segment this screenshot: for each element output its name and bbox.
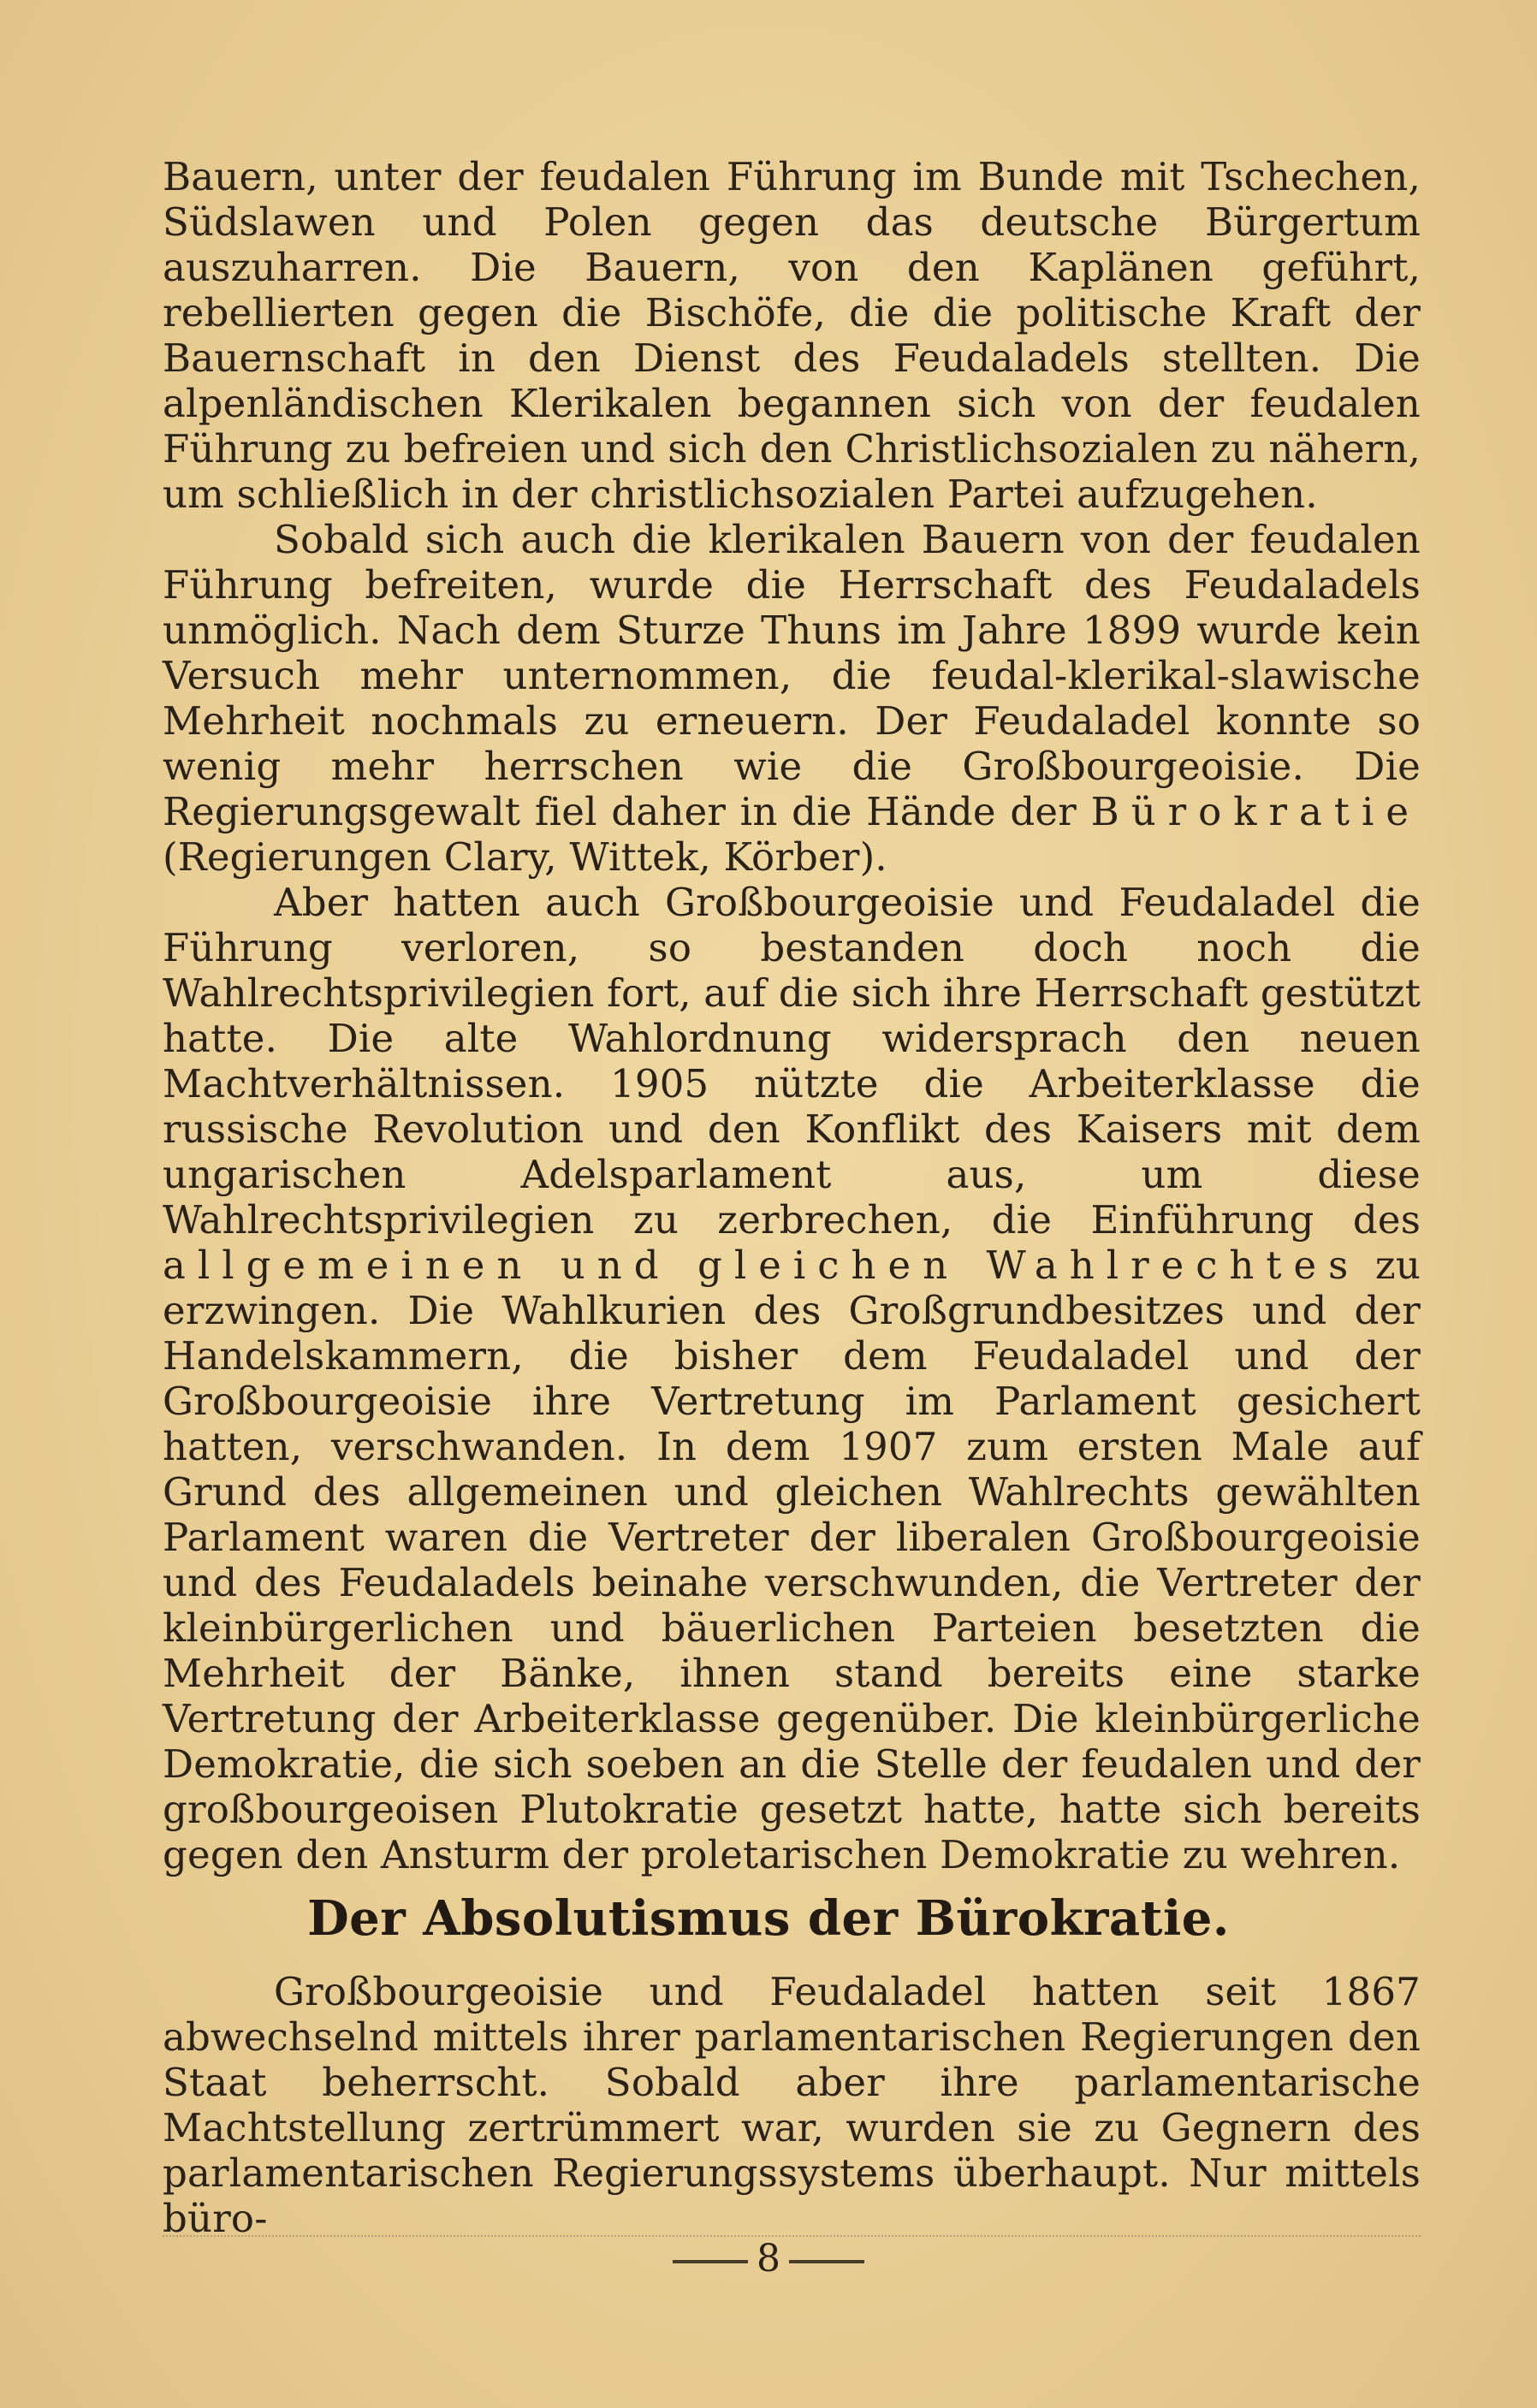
upper-text-block — [163, 154, 1421, 1877]
section-heading: Der Absolutismus der Bürokratie. — [307, 1890, 1230, 1947]
emphasis-buerokratie: Bürokratie — [1090, 789, 1421, 834]
paragraph-absolutism: Großbourgeoisie und Feudaladel hatten seit 1867 abwechselnd mittels ihrer parlamentarischen Regierungen den Staat beherrscht. Sobald aber ihre parlamentarische Machtstellung zertrümmert war, wurden sie zu Gegnern des parlamentarischen Regierungssystems überhaupt. Nur mittels büro- — [163, 1969, 1421, 2241]
paragraph-suffrage-text: Aber hatten auch Großbourgeoisie und Feudaladel die Führung verloren, so bestanden doch noch die Wahlrechtsprivilegien fort, auf die sich ihre Herrschaft gestützt hatte. Die alte Wahlordnung widersprach den neuen Machtverhältnissen. 1905 nützte die Arbeiterklasse die russische Revolution und den Konflikt des Kaisers mit dem ungarischen Adelsparlament aus, um diese Wahlrechtsprivilegien zu zerbrechen, die Einführung des — [163, 880, 1421, 1243]
paragraph-feudal-rule-end: (Regierungen Clary, Wittek, Körber). — [163, 834, 887, 880]
paragraph-feudal-rule-text: Sobald sich auch die klerikalen Bauern von der feudalen Führung befreiten, wurde die Herrschaft des Feudaladels unmöglich. Nach dem Sturze Thuns im Jahre 1899 wurde kein Versuch mehr unternommen, die feudal-klerikal-slawische Mehrheit nochmals zu erneuern. Der Feudaladel konnte so wenig mehr herrschen wie die Großbourgeoisie. Die Regierungsgewalt fiel daher in die Hände der — [163, 517, 1421, 834]
paragraph-continuation: Bauern, unter der feudalen Führung im Bunde mit Tschechen, Südslawen und Polen gegen das deutsche Bürgertum auszuharren. Die Bauern, von den Kaplänen geführt, rebellierten gegen die Bischöfe, die die politische Kraft der Bauernschaft in den Dienst des Feudaladels stellten. Die alpenländischen Klerikalen begannen sich von der feudalen Führung zu befreien und sich den Christlichsozialen zu nähern, um schließlich in der christlichsozialen Partei aufzugehen. — [163, 154, 1421, 517]
emphasis-wahlrecht: allgemeinen und gleichen Wahlrechtes — [163, 1243, 1361, 1288]
lower-text-block — [163, 1969, 1421, 2241]
paragraph-suffrage-end: zu erzwingen. Die Wahlkurien des Großgrundbesitzes und der Handelskammern, die bisher dem Feudaladel und der Großbourgeoisie ihre Vertretung im Parlament gesichert hatten, verschwanden. In dem 1907 zum ersten Male auf Grund des allgemeinen und gleichen Wahlrechts gewählten Parlament waren die Vertreter der liberalen Großbourgeoisie und des Feudaladels beinahe verschwunden, die Vertreter der kleinbürgerlichen und bäuerlichen Parteien besetzten die Mehrheit der Bänke, ihnen stand bereits eine starke Vertretung der Arbeiterklasse gegenüber. Die kleinbürgerliche Demokratie, die sich soeben an die Stelle der feudalen und der großbourgeoisen Plutokratie gesetzt hatte, hatte sich bereits gegen den Ansturm der proletarischen Demokratie zu wehren. — [163, 1243, 1421, 1877]
paragraph-suffrage — [163, 880, 1421, 1877]
page-number-value: 8 — [757, 2237, 780, 2280]
folio-dash-right — [789, 2260, 864, 2263]
page-number — [0, 2238, 1537, 2280]
paragraph-feudal-rule — [163, 517, 1421, 880]
folio-dash-left — [673, 2260, 748, 2263]
print-rule — [163, 2235, 1421, 2237]
